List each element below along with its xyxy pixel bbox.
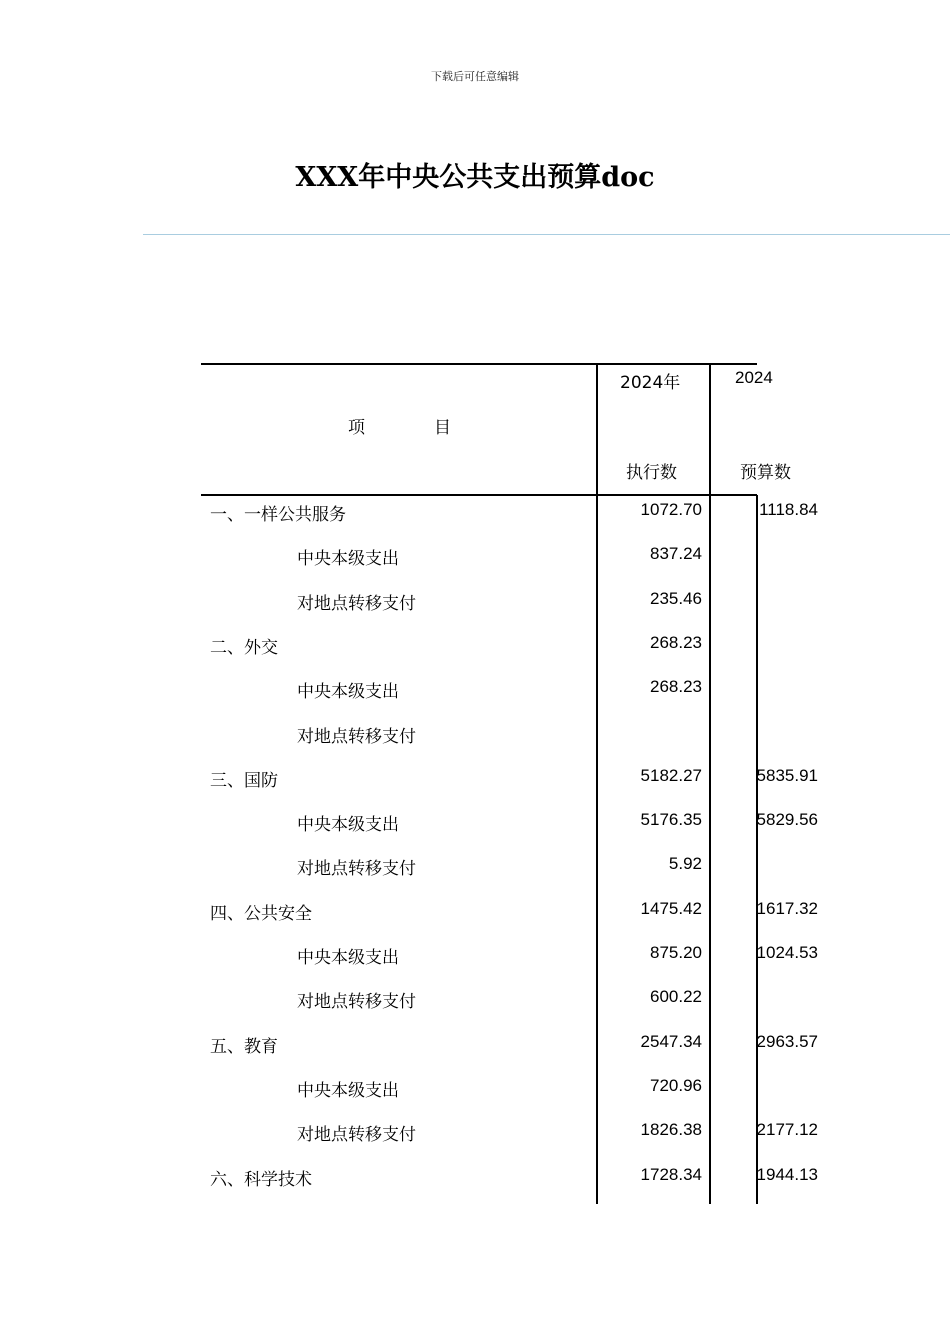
row-budget-value: 1118.84 [759, 500, 818, 519]
header-budget-year: 2024 [735, 368, 773, 387]
row-exec-value: 1475.42 [640, 898, 702, 918]
row-budget-value: 1024.53 [756, 943, 818, 962]
table-row [0, 987, 950, 1031]
row-exec-value: 2547.34 [640, 1031, 702, 1051]
table-row [0, 810, 950, 854]
table-row [0, 899, 950, 943]
table-row [0, 500, 950, 544]
table-row [0, 1165, 950, 1209]
row-exec-value: 235.46 [650, 588, 702, 608]
row-exec-value: 268.23 [650, 677, 702, 697]
row-exec-value: 837.24 [650, 544, 702, 564]
row-label: 对地点转移支付 [297, 992, 416, 1013]
row-label: 六、科学技术 [210, 1169, 312, 1190]
row-exec-value: 5176.35 [640, 810, 702, 830]
row-label: 二、外交 [210, 637, 278, 658]
title-divider [143, 234, 950, 235]
row-budget-value: 2963.57 [756, 1031, 818, 1051]
row-exec-value: 1728.34 [640, 1164, 702, 1184]
row-label: 对地点转移支付 [297, 593, 416, 614]
header-note: 下载后可任意编辑 [431, 70, 519, 83]
row-label: 一、一样公共服务 [210, 505, 346, 525]
row-label: 对地点转移支付 [297, 726, 416, 747]
row-exec-value: 5182.27 [640, 765, 702, 785]
row-budget-value: 1944.13 [756, 1164, 818, 1184]
row-exec-value: 268.23 [650, 632, 702, 652]
row-label: 中央本级支出 [297, 682, 399, 703]
table-row [0, 1120, 950, 1164]
row-label: 中央本级支出 [297, 948, 399, 968]
row-label: 中央本级支出 [297, 1080, 399, 1101]
table-row [0, 722, 950, 766]
row-budget-value: 5829.56 [756, 810, 818, 830]
table-row [0, 766, 950, 810]
page-title: XXX年中央公共支出预算doc [295, 162, 655, 193]
row-label: 对地点转移支付 [297, 1125, 416, 1146]
row-exec-value: 720.96 [650, 1075, 702, 1095]
row-label: 中央本级支出 [297, 549, 399, 570]
header-item-a: 项 [348, 418, 365, 438]
table-row [0, 1076, 950, 1120]
table-row [0, 589, 950, 633]
row-budget-value: 1617.32 [756, 898, 818, 918]
row-budget-value: 5835.91 [756, 765, 818, 785]
table-top-rule [201, 363, 757, 365]
row-label: 中央本级支出 [297, 815, 399, 836]
header-exec-year: 2024年 [620, 373, 681, 393]
row-label: 三、国防 [210, 770, 278, 791]
table-row [0, 544, 950, 588]
table-header-rule [201, 494, 757, 496]
table-row [0, 943, 950, 987]
header-item-b: 目 [434, 418, 451, 438]
table-row [0, 677, 950, 721]
row-label: 五、教育 [210, 1036, 278, 1057]
row-label: 四、公共安全 [210, 903, 312, 924]
header-exec-label: 执行数 [626, 463, 677, 483]
header-budget-label: 预算数 [740, 463, 791, 483]
row-exec-value: 1826.38 [640, 1120, 702, 1140]
row-label: 对地点转移支付 [297, 859, 416, 880]
row-budget-value: 2177.12 [756, 1120, 818, 1140]
row-exec-value: 875.20 [650, 943, 702, 962]
table-row [0, 633, 950, 677]
table-row [0, 854, 950, 898]
table-row [0, 1032, 950, 1076]
row-exec-value: 600.22 [650, 987, 702, 1007]
row-exec-value: 5.92 [668, 854, 702, 874]
row-exec-value: 1072.70 [640, 500, 702, 519]
